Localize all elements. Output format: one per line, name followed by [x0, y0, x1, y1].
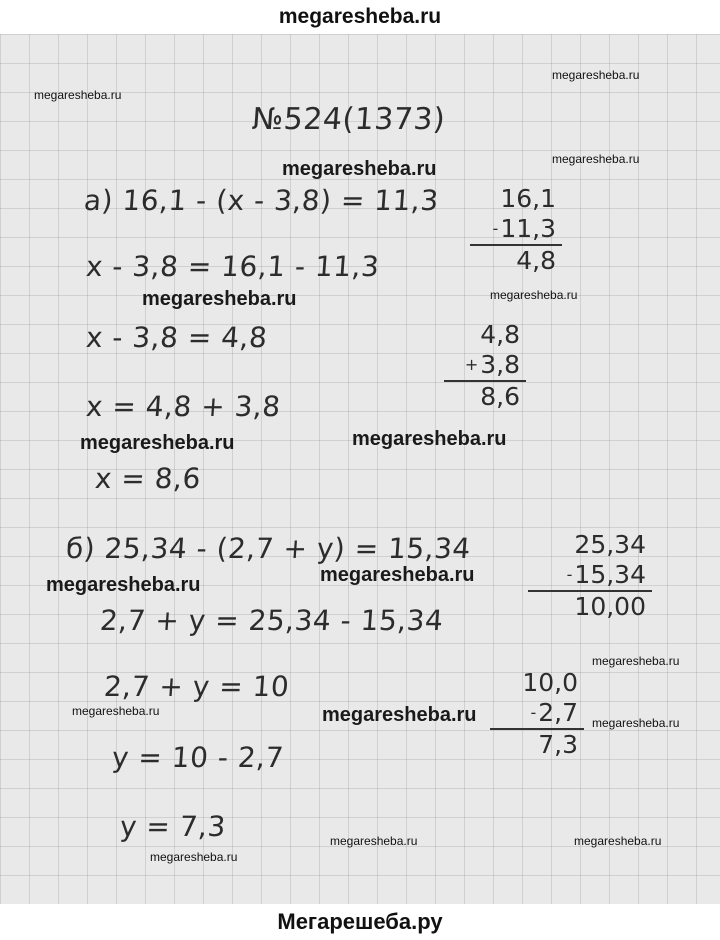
minus-sign: -	[566, 565, 573, 584]
watermark: megaresheba.ru	[80, 432, 235, 454]
part-a-step-4: x = 8,6	[93, 462, 203, 495]
watermark: megaresheba.ru	[490, 288, 578, 302]
part-b-column-subtraction-1	[534, 530, 646, 622]
site-header[interactable]: megaresheba.ru	[278, 5, 442, 28]
minus-sign: -	[492, 219, 499, 238]
calc-top: 16,1	[500, 184, 556, 213]
watermark: megaresheba.ru	[150, 850, 238, 864]
watermark: megaresheba.ru	[330, 834, 418, 848]
calc-result: 10,00	[574, 592, 646, 621]
calc-top: 25,34	[574, 530, 646, 559]
problem-number: №524(1373)	[250, 102, 447, 137]
watermark: megaresheba.ru	[552, 68, 640, 82]
part-a-column-addition	[450, 320, 520, 412]
calc-bottom-row	[476, 214, 556, 244]
part-b-equation: б) 25,34 - (2,7 + y) = 15,34	[64, 532, 472, 565]
part-b-step-2: 2,7 + y = 10	[102, 670, 291, 703]
watermark: megaresheba.ru	[574, 834, 662, 848]
notebook-page	[0, 34, 720, 904]
watermark: megaresheba.ru	[46, 574, 201, 596]
calc-result: 7,3	[538, 730, 578, 759]
watermark: megaresheba.ru	[322, 704, 477, 726]
calc-top: 4,8	[480, 320, 520, 349]
watermark: megaresheba.ru	[282, 158, 437, 180]
watermark: megaresheba.ru	[352, 428, 507, 450]
plus-sign: +	[464, 355, 479, 374]
calc-bottom-row	[450, 350, 520, 380]
calc-bottom-row	[534, 560, 646, 590]
part-b-column-subtraction-2	[496, 668, 578, 760]
part-a-equation: а) 16,1 - (x - 3,8) = 11,3	[82, 184, 440, 217]
calc-result: 8,6	[480, 382, 520, 411]
calc-bottom: 3,8	[480, 350, 520, 379]
minus-sign: -	[530, 703, 537, 722]
part-a-step-1: x - 3,8 = 16,1 - 11,3	[84, 250, 381, 283]
calc-bottom: 11,3	[500, 214, 556, 243]
watermark: megaresheba.ru	[592, 716, 680, 730]
watermark: megaresheba.ru	[592, 654, 680, 668]
part-a-column-subtraction	[476, 184, 556, 276]
watermark: megaresheba.ru	[552, 152, 640, 166]
part-a-step-3: x = 4,8 + 3,8	[84, 390, 282, 423]
calc-top: 10,0	[522, 668, 578, 697]
calc-bottom: 2,7	[538, 698, 578, 727]
calc-bottom: 15,34	[574, 560, 646, 589]
watermark: megaresheba.ru	[72, 704, 160, 718]
part-b-step-1: 2,7 + y = 25,34 - 15,34	[98, 604, 445, 637]
calc-bottom-row	[496, 698, 578, 728]
watermark: megaresheba.ru	[320, 564, 475, 586]
part-b-step-4: y = 7,3	[118, 810, 228, 843]
site-footer[interactable]: Мегарешеба.ру	[277, 909, 443, 934]
part-a-step-2: x - 3,8 = 4,8	[84, 321, 269, 354]
calc-result: 4,8	[516, 246, 556, 275]
part-b-step-3: y = 10 - 2,7	[110, 741, 286, 774]
watermark: megaresheba.ru	[34, 88, 122, 102]
watermark: megaresheba.ru	[142, 288, 297, 310]
